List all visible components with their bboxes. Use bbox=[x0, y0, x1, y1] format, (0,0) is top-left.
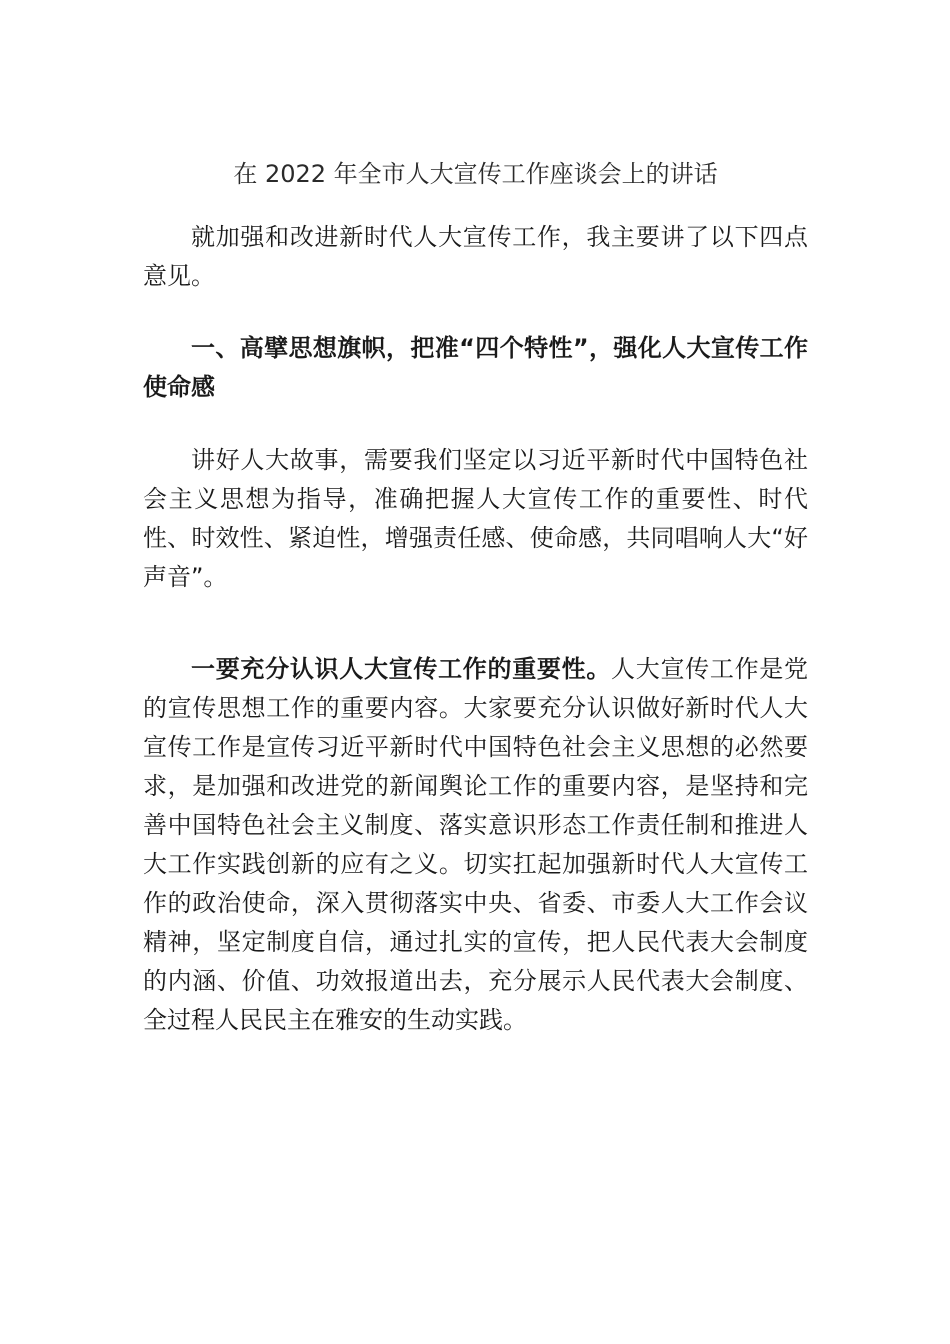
point-1-lead: 一要充分认识人大宣传工作的重要性。 bbox=[191, 655, 612, 683]
intro-paragraph: 就加强和改进新时代人大宣传工作，我主要讲了以下四点意见。 bbox=[143, 223, 808, 290]
point-1-paragraph bbox=[143, 650, 808, 1040]
section-1-body-paragraph: 讲好人大故事，需要我们坚定以习近平新时代中国特色社会主义思想为指导，准确把握人大宣传工作的重要性、时代性、时效性、紧迫性，增强责任感、使命感，共同唱响人大“好声音”。 bbox=[143, 446, 808, 591]
point-1-text: 人大宣传工作是党的宣传思想工作的重要内容。大家要充分认识做好新时代人大宣传工作是宣传习近平新时代中国特色社会主义思想的必然要求，是加强和改进党的新闻舆论工作的重要内容，是坚持和完善中国特色社会主义制度、落实意识形态工作责任制和推进人大工作实践创新的应有之义。切实扛起加强新时代人大宣传工作的政治使命，深入贯彻落实中央、省委、市委人大工作会议精神，坚定制度自信，通过扎实的宣传，把人民代表大会制度的内涵、价值、功效报道出去，充分展示人民代表大会制度、全过程人民民主在雅安的生动实践。 bbox=[143, 655, 809, 1034]
document-title: 在 2022 年全市人大宣传工作座谈会上的讲话 bbox=[233, 160, 718, 188]
section-heading-1: 一、高擘思想旗帜，把准“四个特性”，强化人大宣传工作使命感 bbox=[143, 334, 808, 401]
